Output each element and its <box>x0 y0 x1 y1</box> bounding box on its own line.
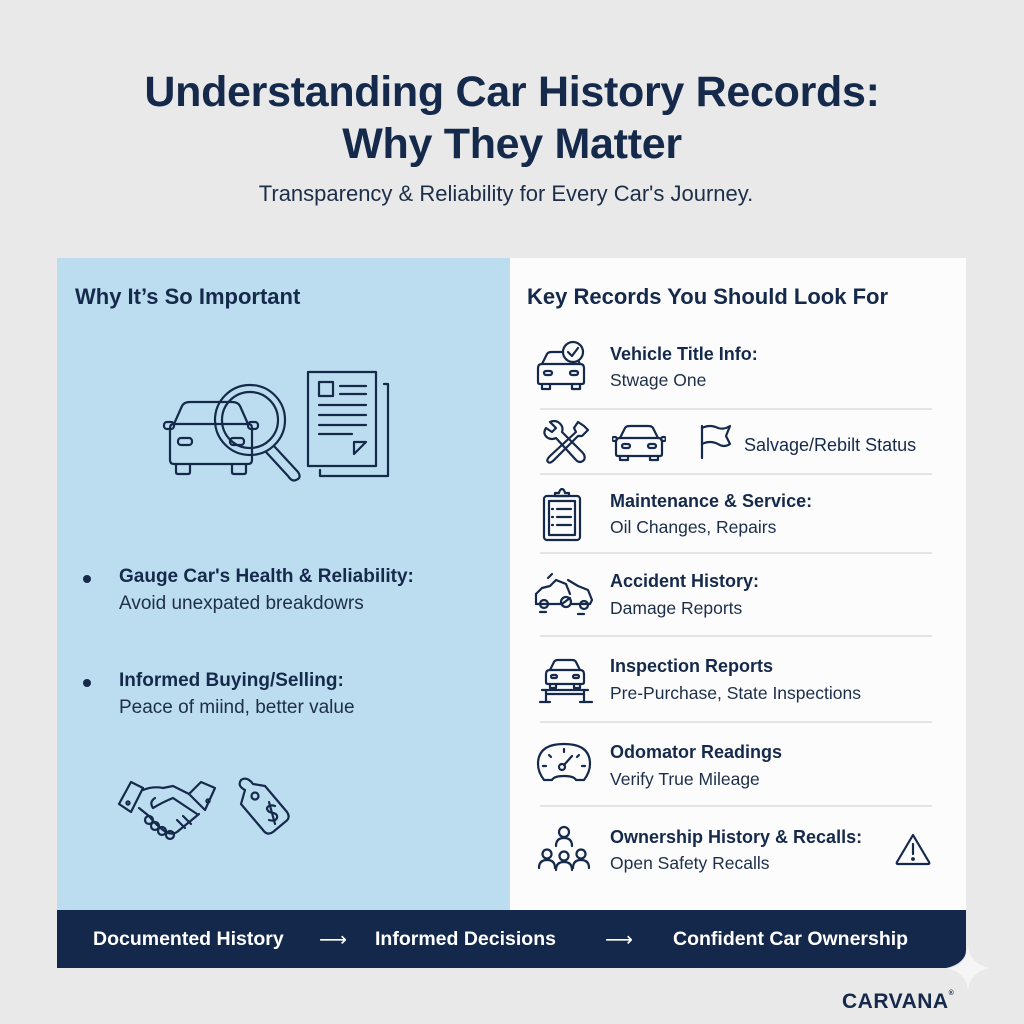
record-title: Inspection Reports <box>610 656 774 676</box>
record-subtitle: Open Safety Recalls <box>610 853 770 873</box>
people-icon <box>536 824 592 874</box>
record-title: Vehicle Title Info: <box>610 344 758 364</box>
record-title: Ownership History & Recalls: <box>610 827 863 847</box>
car-crash-icon <box>532 572 596 618</box>
why-important-panel <box>57 258 510 910</box>
speedometer-icon <box>536 740 592 784</box>
title-line-1: Understanding Car History Records: <box>144 68 880 116</box>
bullet-subtitle: Avoid unexpated breakdowrs <box>119 593 364 614</box>
warning-icon <box>894 832 932 866</box>
carvana-logo <box>842 990 954 1014</box>
record-subtitle: Stwage One <box>610 370 707 390</box>
price-tag-icon <box>240 779 289 834</box>
car-icon <box>612 422 666 462</box>
divider <box>540 635 932 637</box>
document-icon <box>308 372 388 476</box>
car-lift-icon <box>536 656 594 704</box>
wrench-screwdriver-icon <box>540 420 590 464</box>
divider <box>540 408 932 410</box>
deal-illustration <box>115 776 305 846</box>
flow-step-confident: Confident Car Ownership <box>673 928 909 950</box>
logo-text: CARVANA <box>842 990 949 1013</box>
bullet-subtitle: Peace of miind, better value <box>119 697 355 718</box>
divider <box>540 473 932 475</box>
bullet-dot <box>83 679 91 687</box>
record-subtitle: Damage Reports <box>610 598 743 618</box>
record-subtitle: Pre-Purchase, State Inspections <box>610 683 861 703</box>
record-label: Salvage/Rebilt Status <box>744 435 917 455</box>
subtitle: Transparency & Reliability for Every Car's Journey. <box>258 181 754 206</box>
bullet-dot <box>83 575 91 583</box>
page-title <box>0 66 1024 170</box>
record-subtitle: Oil Changes, Repairs <box>610 517 777 537</box>
arrow-right-icon: ⟶ <box>319 929 347 951</box>
clipboard-icon <box>540 488 584 542</box>
arrow-right-icon: ⟶ <box>605 929 633 951</box>
record-title: Odomator Readings <box>610 742 783 762</box>
key-records-panel <box>510 258 966 910</box>
divider <box>540 552 932 554</box>
flow-banner <box>57 910 966 968</box>
divider <box>540 805 932 807</box>
record-title: Maintenance & Service: <box>610 491 813 511</box>
record-title: Accident History: <box>610 571 760 591</box>
car-icon <box>164 402 258 474</box>
flow-step-documented: Documented History <box>93 928 284 950</box>
flow-step-informed: Informed Decisions <box>375 928 556 950</box>
registered-mark: ® <box>948 990 955 997</box>
divider <box>540 721 932 723</box>
hero-illustration <box>162 368 392 498</box>
sparkle-icon <box>944 944 992 992</box>
handshake-icon <box>119 782 215 839</box>
title-line-2: Why They Matter <box>342 120 682 168</box>
flag-icon <box>698 422 734 460</box>
record-subtitle: Verify True Mileage <box>610 769 760 789</box>
magnifying-glass-icon <box>215 385 300 481</box>
bullet-title: Gauge Car's Health & Reliability: <box>119 566 414 587</box>
panel-heading-records: Key Records You Should Look For <box>527 284 889 309</box>
bullet-title: Informed Buying/Selling: <box>119 670 344 691</box>
panel-heading-why: Why It’s So Important <box>75 284 301 309</box>
car-check-icon <box>534 340 592 392</box>
